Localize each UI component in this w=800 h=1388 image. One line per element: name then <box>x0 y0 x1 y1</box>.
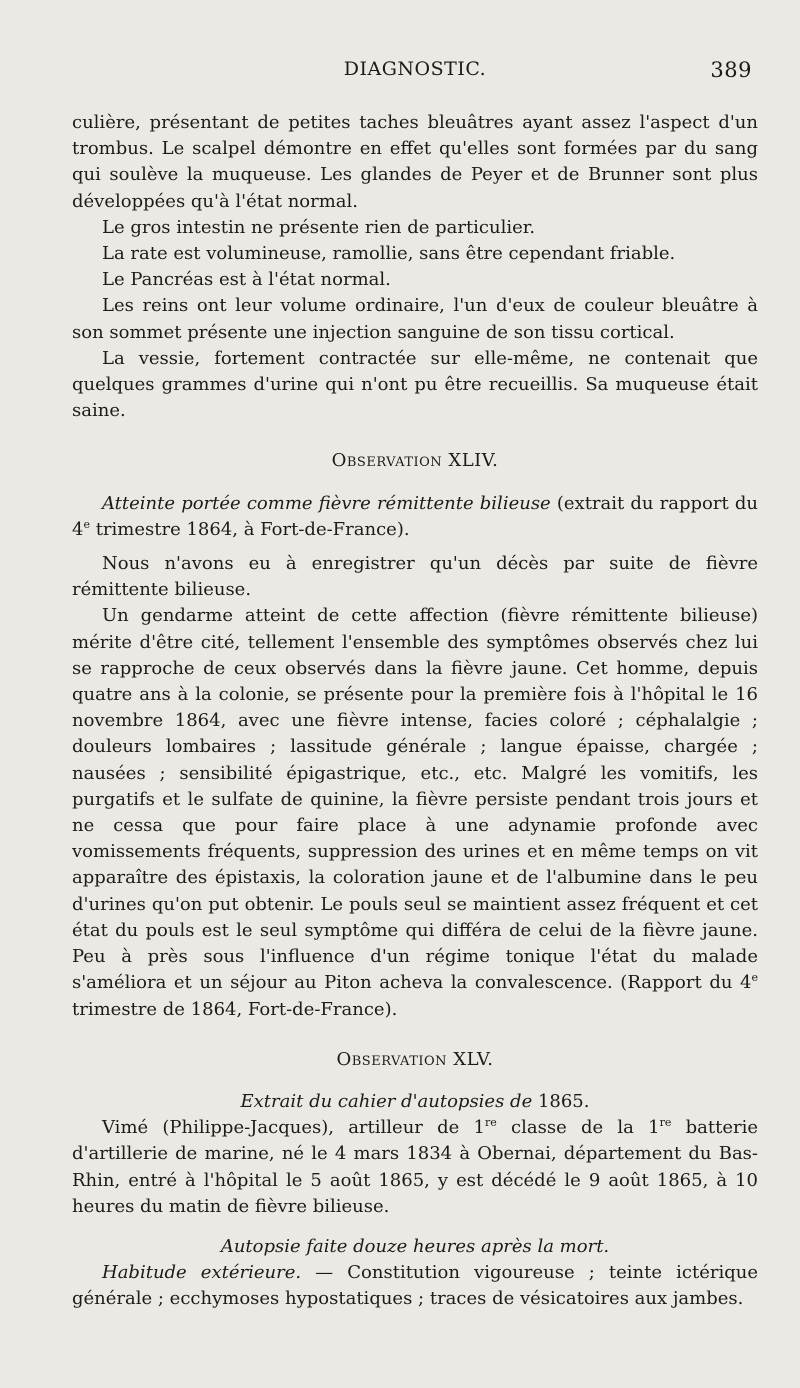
habitude-label: Habitude extérieure. <box>102 1262 302 1284</box>
caption-text: (extrait du rapport du 4 <box>72 492 759 540</box>
habitude-exterieure-paragraph <box>72 1260 758 1312</box>
paragraph-continuation: culière, présentant de petites taches bleuâtres ayant assez l'aspect d'un trombus. Le scalpel démontre en effet qu'elles sont formées par du sang qui soulève la muqueuse. Les glandes de Peyer et de Brunner sont plus développées qu'à l'état normal. <box>72 112 758 212</box>
observation-44-paragraph-1: Nous n'avons eu à enregistrer qu'un décès par suite de fièvre rémittente bilieuse. <box>72 553 758 601</box>
observation-45-caption <box>72 1089 758 1115</box>
paragraph-vessie: La vessie, fortement contractée sur elle-même, ne contenait que quelques grammes d'urine qui n'ont pu être recueillis. Sa muqueuse était saine. <box>72 347 758 422</box>
observation-45-heading: Observation XLV. <box>336 1048 494 1070</box>
caption-superscript: e <box>83 517 90 531</box>
paragraph-superscript: e <box>751 971 758 985</box>
paragraph-gros-intestin: Le gros intestin ne présente rien de particulier. <box>102 216 536 238</box>
paragraph-pancreas: Le Pancréas est à l'état normal. <box>102 269 391 291</box>
superscript-re-1: re <box>485 1116 497 1130</box>
paragraph-reins: Les reins ont leur volume ordinaire, l'un d'eux de couleur bleuâtre à son sommet présente une injection sanguine de son tissu cortical. <box>72 295 758 343</box>
superscript-re-2: re <box>659 1116 672 1130</box>
running-title: DIAGNOSTIC. <box>343 58 487 80</box>
paragraph-text-mid: classe de la 1 <box>496 1117 660 1139</box>
autopsy-title: Autopsie faite douze heures après la mort. <box>220 1235 610 1257</box>
observation-44-caption <box>72 491 758 543</box>
page-body <box>72 110 758 1313</box>
caption-italic: Atteinte portée comme fièvre rémittente bilieuse <box>102 492 551 514</box>
page-number: 389 <box>710 58 752 82</box>
paragraph-rate: La rate est volumineuse, ramollie, sans être cependant friable. <box>102 243 676 265</box>
paragraph-text-end: trimestre de 1864, Fort-de-France). <box>72 998 398 1020</box>
paragraph-text-end: batterie d'artillerie de marine, né le 4 mars 1834 à Obernai, département du Bas-Rhin, entré à l'hôpital le 5 août 1865, y est décédé le 9 août 1865, à 10 heures du matin de fièvre bilieuse. <box>72 1117 759 1217</box>
running-head <box>72 58 758 88</box>
caption-text-end: trimestre 1864, à Fort-de-France). <box>89 518 410 540</box>
observation-45-paragraph-1 <box>72 1115 758 1220</box>
paragraph-text: Un gendarme atteint de cette affection (fièvre rémittente bilieuse) mérite d'être cité, tellement l'ensemble des symptômes observés chez lui se rapproche de ceux observés dans la fièvre jaune. Cet homme, depuis quatre ans à la colonie, se présente pour la première fois à l'hôpital le 16 novembre 1864, avec une fièvre intense, facies coloré ; céphalalgie ; douleurs lombaires ; lassitude générale ; langue épaisse, chargée ; nausées ; sensibilité épigastrique, etc., etc. Malgré les vomitifs, les purgatifs et le sulfate de quinine, la fièvre persiste pendant trois jours et ne cessa que pour faire place à une adynamie profonde avec vomissements fréquents, suppression des urines et en même temps on vit apparaître des épistaxis, la coloration jaune et de l'albumine dans le peu d'urines qu'on put obtenir. Le pouls seul se maintient assez fréquent et cet état du pouls est le seul symptôme qui différa de celui de la fièvre jaune. Peu à près sous l'influence d'un régime tonique l'état du malade s'améliora et un séjour au Piton acheva la convalescence. (Rapport du 4 <box>72 605 758 994</box>
caption-year: 1865. <box>532 1090 590 1112</box>
observation-44-paragraph-2 <box>72 603 758 1022</box>
caption-italic: Extrait du cahier d'autopsies de <box>240 1090 533 1112</box>
paragraph-text: Vimé (Philippe-Jacques), artilleur de 1 <box>102 1117 486 1139</box>
habitude-text: — Constitution vigoureuse ; teinte ictérique générale ; ecchymoses hypostatiques ; traces de vésicatoires aux jambes. <box>72 1262 758 1310</box>
observation-44-heading: Observation XLIV. <box>331 450 499 472</box>
